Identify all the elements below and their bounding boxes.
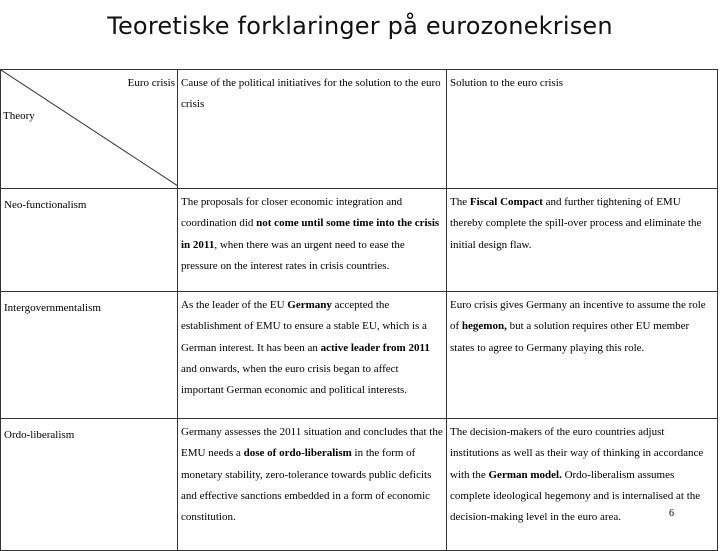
cell-text: The decision-makers of the euro countries adjust institutions as well as their way of thinking in accordance with the	[450, 426, 704, 481]
solution-cell	[447, 189, 718, 292]
emphasis-text: dose of ordo-liberalism	[243, 447, 352, 460]
theory-table	[0, 69, 718, 551]
cause-cell	[178, 419, 447, 551]
cell-text: Germany assesses the 2011 situation and concludes that the EMU needs a	[181, 426, 443, 460]
corner-cell	[1, 70, 178, 189]
cell-text: Euro crisis gives Germany an incentive to assume the role of	[450, 299, 706, 333]
table-row	[1, 189, 718, 292]
slide-title: Teoretiske forklaringer på eurozonekrisen	[107, 12, 613, 40]
euro-crisis-header: Euro crisis	[127, 77, 175, 89]
cause-cell	[178, 292, 447, 419]
cell-text: accepted the establishment of EMU to ensure a stable EU, which is a German interest. It has been an	[181, 299, 427, 354]
cause-cell	[178, 189, 447, 292]
emphasis-text: Fiscal Compact	[469, 196, 543, 208]
solution-header: Solution to the euro crisis	[447, 70, 718, 189]
theory-header: Theory	[3, 110, 35, 122]
page-number: 6	[669, 508, 674, 519]
cell-text: but a solution requires other EU member states to agree to Germany playing this role.	[450, 320, 690, 354]
cell-text: The	[450, 196, 470, 208]
table-row	[1, 419, 718, 551]
theory-cell: Ordo-liberalism	[1, 419, 178, 551]
cell-text: As the leader of the EU	[181, 299, 288, 311]
cell-text: and onwards, when the euro crisis began to affect important German economic and political interests.	[181, 362, 408, 397]
solution-cell	[447, 419, 718, 551]
emphasis-text: not come until some time into the crisis in 2011	[181, 217, 440, 251]
solution-cell	[447, 292, 718, 419]
cell-text: Ordo-liberalism assumes complete ideological hegemony and is internalised at the decision-making level in the euro area.	[450, 468, 701, 524]
emphasis-text: active leader from 2011	[320, 341, 430, 354]
emphasis-text: German model.	[488, 468, 562, 481]
cause-header: Cause of the political initiatives for the solution to the euro crisis	[178, 70, 447, 189]
cell-text: in the form of monetary stability, zero-tolerance towards public deficits and effective sanctions embedded in a form of economic constitution.	[181, 447, 432, 524]
emphasis-text: Germany	[287, 299, 332, 311]
header-row	[1, 70, 718, 189]
cell-text: and further tightening of EMU thereby complete the spill-over process and eliminate the initial design flaw.	[450, 196, 702, 251]
theory-cell: Intergovernmentalism	[1, 292, 178, 419]
theory-cell: Neo-functionalism	[1, 189, 178, 292]
cell-text: The proposals for closer economic integration and coordination did	[181, 196, 403, 230]
emphasis-text: hegemon,	[461, 320, 507, 333]
table-row	[1, 292, 718, 419]
cell-text: , when there was an urgent need to ease the pressure on the interest rates in crisis countries.	[181, 238, 405, 272]
